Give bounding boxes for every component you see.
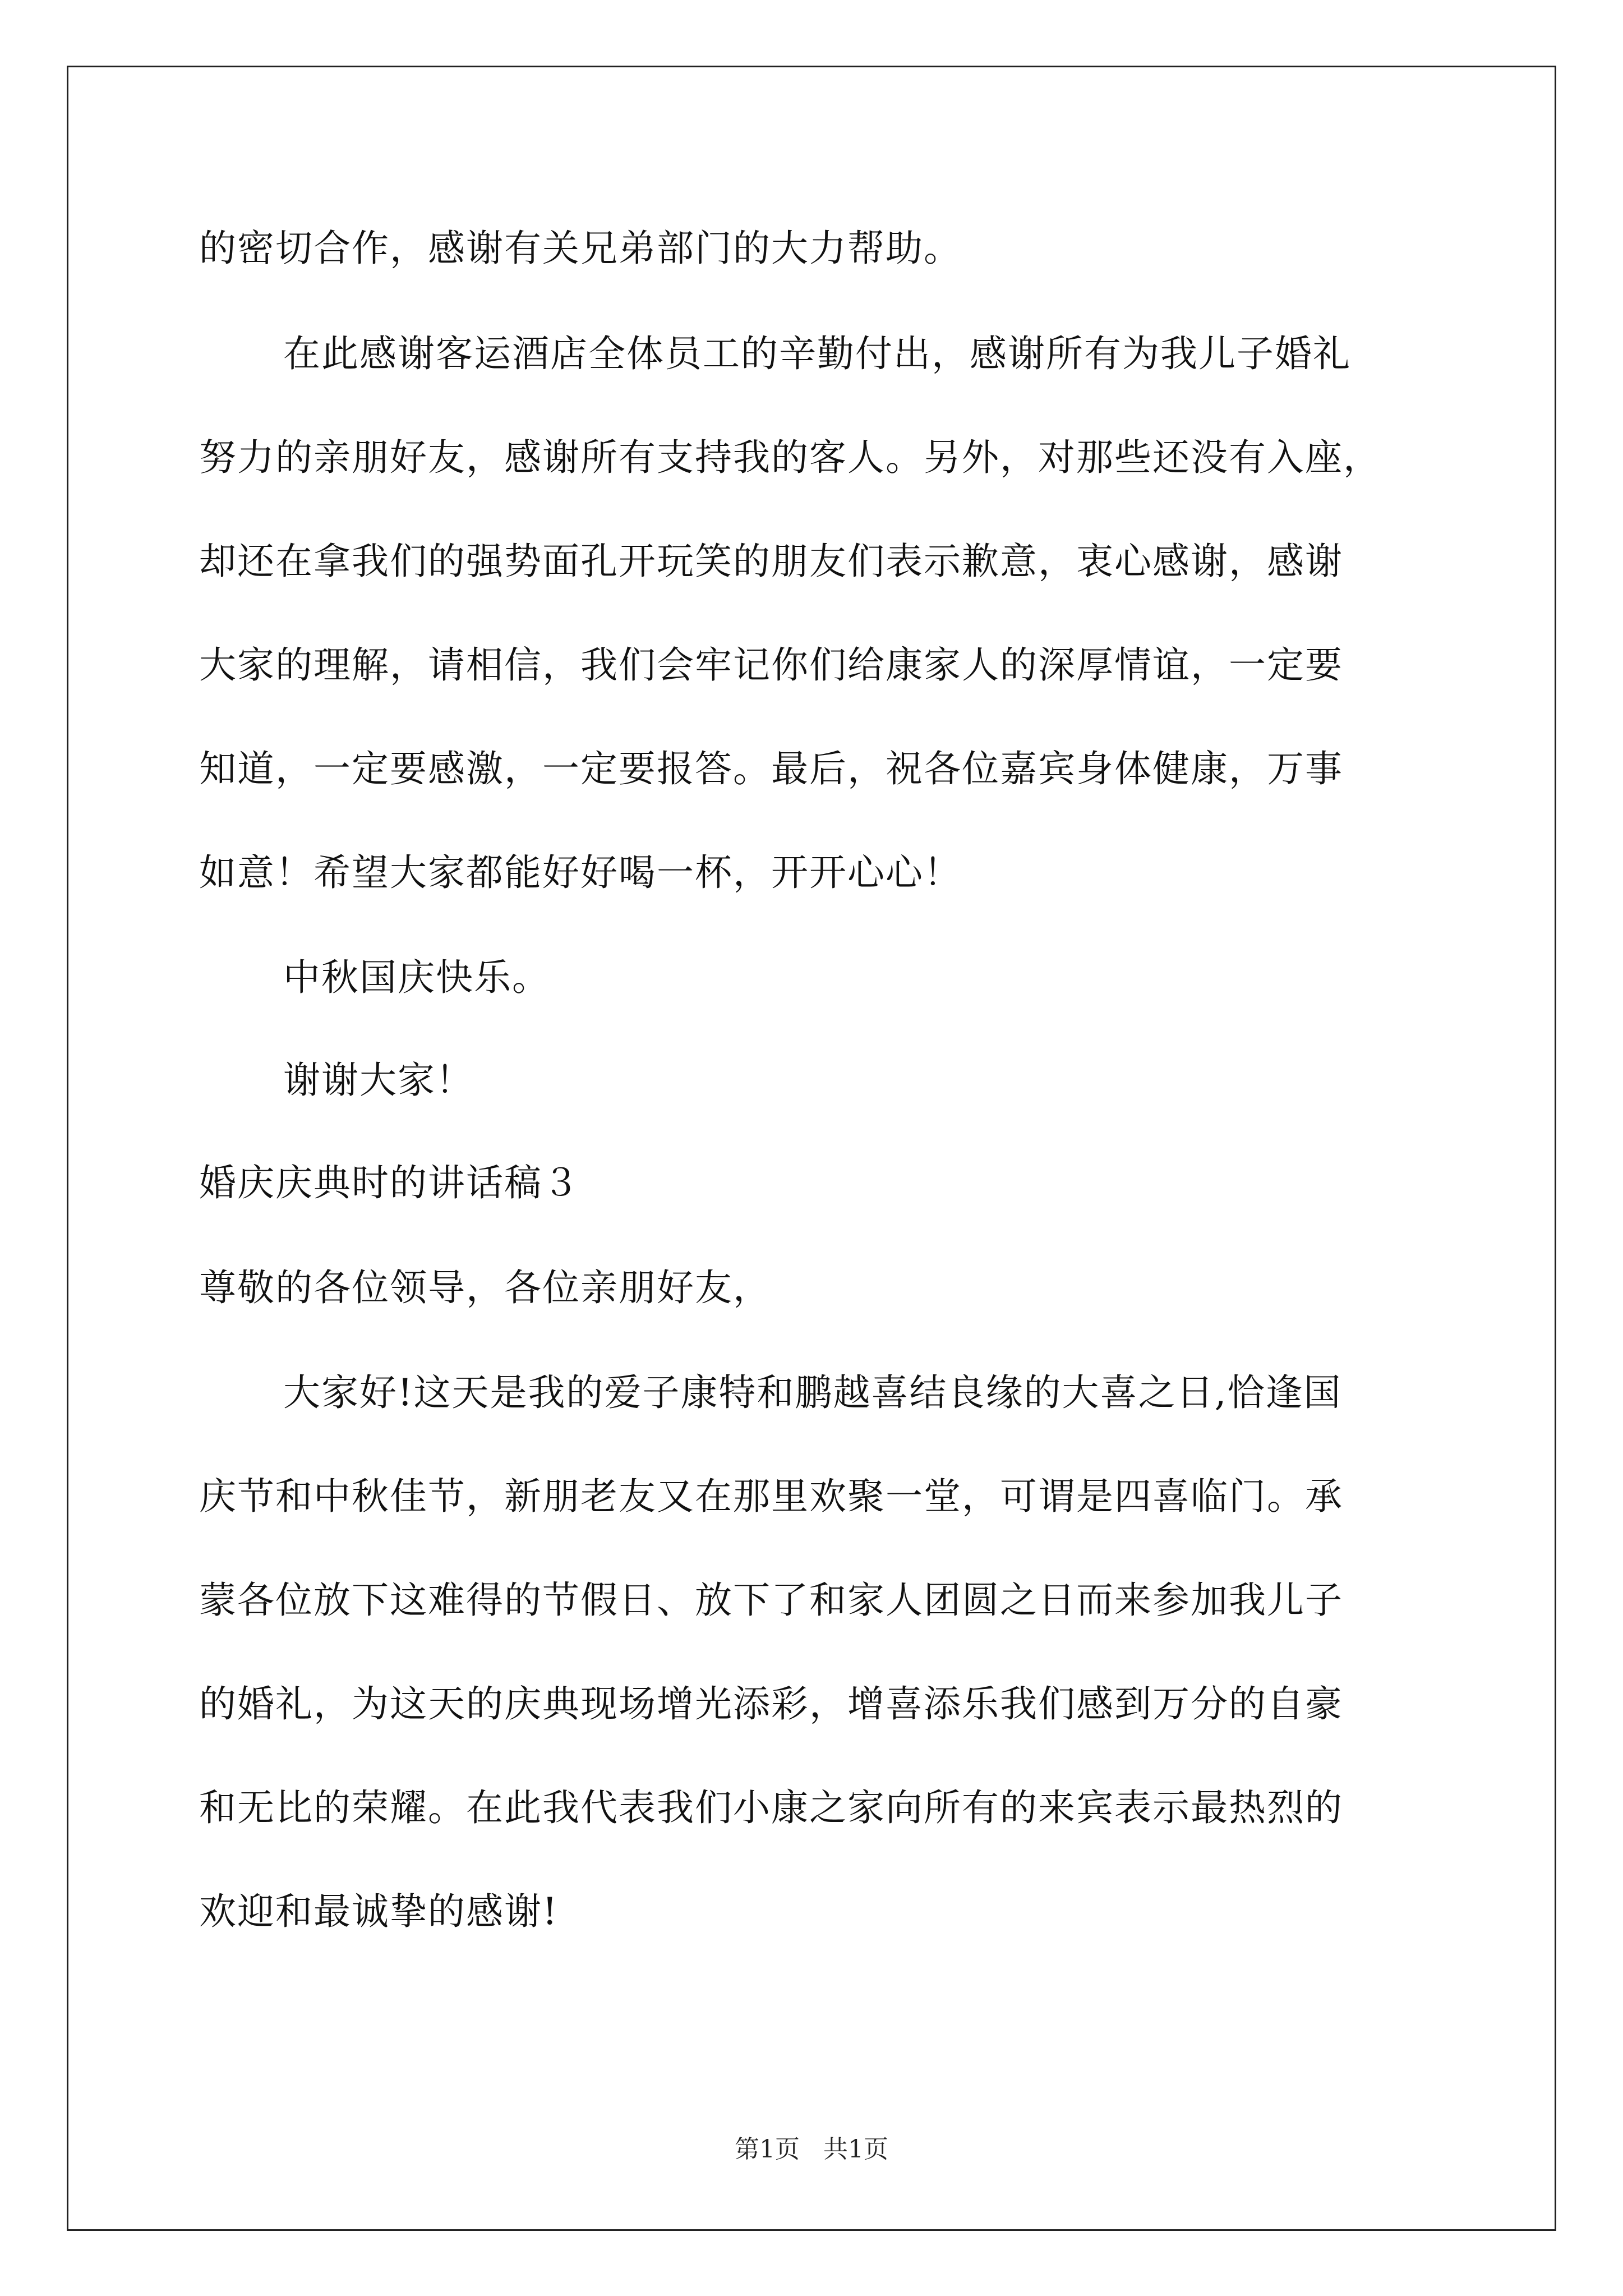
body-line: 大家好!这天是我的爱子康特和鹏越喜结良缘的大喜之日,恰逢国 [283, 1371, 1342, 1414]
body-line: 却还在拿我们的强势面孔开玩笑的朋友们表示歉意，衷心感谢，感谢 [199, 540, 1343, 583]
section-heading: 婚庆庆典时的讲话稿３ [199, 1161, 580, 1204]
body-line: 和无比的荣耀。在此我代表我们小康之家向所有的来宾表示最热烈的 [199, 1786, 1343, 1829]
body-line: 谢谢大家！ [283, 1059, 474, 1102]
body-line: 欢迎和最诚挚的感谢! [199, 1890, 559, 1933]
body-line: 如意！希望大家都能好好喝一杯，开开心心！ [199, 851, 962, 894]
salutation: 尊敬的各位领导，各位亲朋好友， [199, 1266, 771, 1309]
body-line: 中秋国庆快乐。 [283, 956, 550, 999]
body-line: 的密切合作，感谢有关兄弟部门的大力帮助。 [199, 227, 962, 270]
body-line: 庆节和中秋佳节，新朋老友又在那里欢聚一堂，可谓是四喜临门。承 [199, 1475, 1343, 1518]
body-line: 蒙各位放下这难得的节假日、放下了和家人团圆之日而来参加我儿子 [199, 1579, 1343, 1622]
body-line: 的婚礼，为这天的庆典现场增光添彩，增喜添乐我们感到万分的自豪 [199, 1682, 1343, 1726]
body-line: 大家的理解，请相信，我们会牢记你们给康家人的深厚情谊，一定要 [199, 643, 1343, 687]
body-line: 在此感谢客运酒店全体员工的辛勤付出，感谢所有为我儿子婚礼 [283, 332, 1351, 375]
page-number: 第1页 共1页 [735, 2135, 888, 2164]
body-line: 努力的亲朋好友，感谢所有支持我的客人。另外，对那些还没有入座， [199, 436, 1381, 479]
body-line: 知道，一定要感激，一定要报答。最后，祝各位嘉宾身体健康，万事 [199, 747, 1343, 790]
